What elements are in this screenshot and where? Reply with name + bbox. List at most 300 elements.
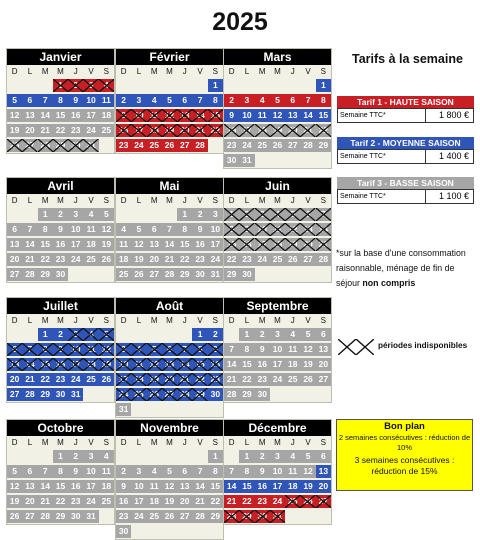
day-cell[interactable]: 20 (162, 373, 177, 386)
day-cell[interactable]: 17 (270, 358, 285, 371)
day-cell[interactable]: 1 (239, 328, 254, 341)
day-cell[interactable]: 3 (131, 94, 146, 107)
day-cell[interactable]: 8 (239, 465, 254, 478)
day-cell[interactable]: 10 (270, 343, 285, 356)
day-cell[interactable]: 15 (208, 480, 223, 493)
day-cell[interactable]: 18 (285, 480, 300, 493)
day-cell[interactable]: 21 (192, 495, 207, 508)
day-cell[interactable]: 14 (177, 358, 192, 371)
day-cell[interactable]: 4 (147, 94, 162, 107)
day-cell[interactable]: 30 (68, 139, 83, 152)
day-cell[interactable]: 3 (255, 208, 270, 221)
day-cell[interactable]: 9 (116, 109, 131, 122)
day-cell[interactable]: 21 (22, 373, 37, 386)
day-cell[interactable]: 7 (224, 465, 239, 478)
day-cell[interactable]: 26 (99, 253, 114, 266)
day-cell[interactable]: 21 (38, 124, 53, 137)
day-cell[interactable]: 21 (316, 238, 331, 251)
day-cell[interactable]: 11 (83, 343, 98, 356)
day-cell[interactable]: 25 (83, 373, 98, 386)
day-cell[interactable]: 31 (270, 510, 285, 523)
day-cell[interactable]: 25 (285, 373, 300, 386)
day-cell[interactable]: 13 (22, 109, 37, 122)
day-cell[interactable]: 22 (208, 495, 223, 508)
day-cell[interactable]: 12 (162, 109, 177, 122)
day-cell[interactable]: 27 (162, 388, 177, 401)
day-cell[interactable]: 7 (38, 465, 53, 478)
day-cell[interactable]: 23 (255, 373, 270, 386)
day-cell[interactable]: 22 (53, 124, 68, 137)
day-cell[interactable]: 12 (285, 223, 300, 236)
day-cell[interactable]: 11 (285, 343, 300, 356)
day-cell[interactable]: 22 (239, 373, 254, 386)
day-cell[interactable]: 29 (177, 268, 192, 281)
day-cell[interactable]: 12 (300, 465, 315, 478)
day-cell[interactable]: 14 (224, 358, 239, 371)
day-cell[interactable]: 10 (208, 223, 223, 236)
day-cell[interactable]: 16 (224, 124, 239, 137)
day-cell[interactable]: 25 (99, 495, 114, 508)
day-cell[interactable]: 19 (99, 358, 114, 371)
day-cell[interactable]: 18 (131, 373, 146, 386)
day-cell[interactable]: 27 (7, 388, 22, 401)
day-cell[interactable]: 11 (116, 238, 131, 251)
day-cell[interactable]: 14 (224, 480, 239, 493)
day-cell[interactable]: 11 (147, 109, 162, 122)
day-cell[interactable]: 6 (7, 343, 22, 356)
day-cell[interactable]: 5 (300, 450, 315, 463)
day-cell[interactable]: 10 (83, 94, 98, 107)
day-cell[interactable]: 13 (7, 358, 22, 371)
day-cell[interactable]: 28 (22, 268, 37, 281)
day-cell[interactable]: 23 (116, 139, 131, 152)
day-cell[interactable]: 22 (177, 253, 192, 266)
day-cell[interactable]: 17 (83, 109, 98, 122)
day-cell[interactable]: 26 (7, 139, 22, 152)
day-cell[interactable]: 15 (239, 480, 254, 493)
day-cell[interactable]: 1 (177, 208, 192, 221)
day-cell[interactable]: 13 (300, 223, 315, 236)
day-cell[interactable]: 3 (83, 450, 98, 463)
day-cell[interactable]: 13 (177, 480, 192, 493)
day-cell[interactable]: 10 (131, 109, 146, 122)
day-cell[interactable]: 9 (239, 223, 254, 236)
day-cell[interactable]: 8 (177, 223, 192, 236)
day-cell[interactable]: 3 (270, 328, 285, 341)
day-cell[interactable]: 16 (68, 480, 83, 493)
day-cell[interactable]: 20 (177, 495, 192, 508)
day-cell[interactable]: 27 (147, 268, 162, 281)
day-cell[interactable]: 17 (131, 495, 146, 508)
day-cell[interactable]: 17 (83, 480, 98, 493)
day-cell[interactable]: 12 (99, 223, 114, 236)
day-cell[interactable]: 11 (147, 480, 162, 493)
day-cell[interactable]: 27 (7, 268, 22, 281)
day-cell[interactable]: 14 (300, 109, 315, 122)
day-cell[interactable]: 25 (83, 253, 98, 266)
day-cell[interactable]: 13 (22, 480, 37, 493)
day-cell[interactable]: 26 (270, 139, 285, 152)
day-cell[interactable]: 2 (68, 450, 83, 463)
day-cell[interactable]: 16 (116, 124, 131, 137)
day-cell[interactable]: 6 (7, 223, 22, 236)
day-cell[interactable]: 28 (192, 510, 207, 523)
day-cell[interactable]: 23 (255, 495, 270, 508)
day-cell[interactable]: 17 (208, 238, 223, 251)
day-cell[interactable]: 21 (38, 495, 53, 508)
day-cell[interactable]: 18 (83, 238, 98, 251)
day-cell[interactable]: 9 (68, 94, 83, 107)
day-cell[interactable]: 4 (147, 465, 162, 478)
day-cell[interactable]: 24 (270, 373, 285, 386)
day-cell[interactable]: 12 (131, 238, 146, 251)
day-cell[interactable]: 28 (300, 139, 315, 152)
day-cell[interactable]: 23 (224, 139, 239, 152)
day-cell[interactable]: 2 (192, 208, 207, 221)
day-cell[interactable]: 21 (224, 373, 239, 386)
day-cell[interactable]: 29 (53, 139, 68, 152)
day-cell[interactable]: 18 (83, 358, 98, 371)
day-cell[interactable]: 23 (53, 373, 68, 386)
day-cell[interactable]: 20 (7, 253, 22, 266)
day-cell[interactable]: 24 (208, 253, 223, 266)
day-cell[interactable]: 4 (83, 208, 98, 221)
day-cell[interactable]: 2 (116, 94, 131, 107)
day-cell[interactable]: 7 (192, 465, 207, 478)
day-cell[interactable]: 24 (131, 510, 146, 523)
day-cell[interactable]: 24 (68, 253, 83, 266)
day-cell[interactable]: 10 (83, 465, 98, 478)
day-cell[interactable]: 27 (177, 139, 192, 152)
day-cell[interactable]: 30 (224, 154, 239, 167)
day-cell[interactable]: 1 (192, 328, 207, 341)
day-cell[interactable]: 31 (83, 510, 98, 523)
day-cell[interactable]: 2 (255, 328, 270, 341)
day-cell[interactable]: 31 (83, 139, 98, 152)
day-cell[interactable]: 9 (224, 109, 239, 122)
day-cell[interactable]: 21 (300, 124, 315, 137)
day-cell[interactable]: 27 (22, 510, 37, 523)
day-cell[interactable]: 28 (38, 139, 53, 152)
day-cell[interactable]: 25 (255, 139, 270, 152)
day-cell[interactable]: 6 (22, 465, 37, 478)
day-cell[interactable]: 25 (147, 510, 162, 523)
day-cell[interactable]: 22 (38, 373, 53, 386)
day-cell[interactable]: 5 (7, 465, 22, 478)
day-cell[interactable]: 24 (131, 139, 146, 152)
day-cell[interactable]: 18 (255, 124, 270, 137)
day-cell[interactable]: 28 (316, 253, 331, 266)
day-cell[interactable]: 13 (316, 465, 331, 478)
day-cell[interactable]: 17 (239, 124, 254, 137)
day-cell[interactable]: 6 (300, 208, 315, 221)
day-cell[interactable]: 23 (192, 253, 207, 266)
day-cell[interactable]: 11 (99, 465, 114, 478)
day-cell[interactable]: 21 (192, 124, 207, 137)
day-cell[interactable]: 11 (83, 223, 98, 236)
day-cell[interactable]: 11 (99, 94, 114, 107)
day-cell[interactable]: 9 (53, 343, 68, 356)
day-cell[interactable]: 19 (285, 238, 300, 251)
day-cell[interactable]: 20 (300, 238, 315, 251)
day-cell[interactable]: 15 (316, 109, 331, 122)
day-cell[interactable]: 5 (147, 343, 162, 356)
day-cell[interactable]: 15 (192, 358, 207, 371)
day-cell[interactable]: 17 (68, 238, 83, 251)
day-cell[interactable]: 4 (116, 223, 131, 236)
day-cell[interactable]: 5 (162, 465, 177, 478)
day-cell[interactable]: 6 (316, 328, 331, 341)
day-cell[interactable]: 16 (208, 358, 223, 371)
day-cell[interactable]: 8 (192, 343, 207, 356)
day-cell[interactable]: 22 (192, 373, 207, 386)
day-cell[interactable]: 9 (68, 465, 83, 478)
day-cell[interactable]: 8 (53, 94, 68, 107)
day-cell[interactable]: 22 (53, 495, 68, 508)
day-cell[interactable]: 12 (7, 109, 22, 122)
day-cell[interactable]: 19 (99, 238, 114, 251)
day-cell[interactable]: 12 (99, 343, 114, 356)
day-cell[interactable]: 3 (83, 79, 98, 92)
day-cell[interactable]: 28 (22, 388, 37, 401)
day-cell[interactable]: 3 (68, 328, 83, 341)
day-cell[interactable]: 29 (53, 510, 68, 523)
day-cell[interactable]: 11 (131, 358, 146, 371)
day-cell[interactable]: 16 (192, 238, 207, 251)
day-cell[interactable]: 14 (162, 238, 177, 251)
day-cell[interactable]: 30 (255, 388, 270, 401)
day-cell[interactable]: 11 (270, 223, 285, 236)
day-cell[interactable]: 4 (83, 328, 98, 341)
day-cell[interactable]: 30 (192, 268, 207, 281)
day-cell[interactable]: 20 (177, 124, 192, 137)
day-cell[interactable]: 8 (38, 223, 53, 236)
day-cell[interactable]: 25 (116, 268, 131, 281)
day-cell[interactable]: 23 (116, 510, 131, 523)
day-cell[interactable]: 1 (224, 208, 239, 221)
day-cell[interactable]: 24 (68, 373, 83, 386)
day-cell[interactable]: 13 (285, 109, 300, 122)
day-cell[interactable]: 4 (285, 328, 300, 341)
day-cell[interactable]: 15 (38, 238, 53, 251)
day-cell[interactable]: 5 (270, 94, 285, 107)
day-cell[interactable]: 20 (22, 495, 37, 508)
day-cell[interactable]: 3 (68, 208, 83, 221)
day-cell[interactable]: 12 (162, 480, 177, 493)
day-cell[interactable]: 1 (53, 450, 68, 463)
day-cell[interactable]: 12 (147, 358, 162, 371)
day-cell[interactable]: 3 (270, 450, 285, 463)
day-cell[interactable]: 6 (162, 343, 177, 356)
day-cell[interactable]: 8 (38, 343, 53, 356)
day-cell[interactable]: 24 (255, 253, 270, 266)
day-cell[interactable]: 29 (192, 388, 207, 401)
day-cell[interactable]: 5 (285, 208, 300, 221)
day-cell[interactable]: 6 (316, 450, 331, 463)
day-cell[interactable]: 10 (270, 465, 285, 478)
day-cell[interactable]: 23 (239, 253, 254, 266)
day-cell[interactable]: 8 (53, 465, 68, 478)
day-cell[interactable]: 10 (68, 223, 83, 236)
day-cell[interactable]: 13 (162, 358, 177, 371)
day-cell[interactable]: 30 (255, 510, 270, 523)
day-cell[interactable]: 9 (116, 480, 131, 493)
day-cell[interactable]: 29 (38, 388, 53, 401)
day-cell[interactable]: 19 (131, 253, 146, 266)
day-cell[interactable]: 14 (192, 480, 207, 493)
day-cell[interactable]: 18 (99, 480, 114, 493)
day-cell[interactable]: 7 (224, 343, 239, 356)
day-cell[interactable]: 16 (255, 480, 270, 493)
day-cell[interactable]: 3 (116, 343, 131, 356)
day-cell[interactable]: 24 (83, 495, 98, 508)
day-cell[interactable]: 18 (285, 358, 300, 371)
day-cell[interactable]: 27 (22, 139, 37, 152)
day-cell[interactable]: 28 (192, 139, 207, 152)
day-cell[interactable]: 25 (285, 495, 300, 508)
day-cell[interactable]: 14 (316, 223, 331, 236)
day-cell[interactable]: 30 (239, 268, 254, 281)
day-cell[interactable]: 31 (116, 403, 131, 416)
day-cell[interactable]: 1 (239, 450, 254, 463)
day-cell[interactable]: 19 (7, 124, 22, 137)
day-cell[interactable]: 22 (239, 495, 254, 508)
day-cell[interactable]: 2 (239, 208, 254, 221)
day-cell[interactable]: 6 (285, 94, 300, 107)
day-cell[interactable]: 14 (192, 109, 207, 122)
day-cell[interactable]: 6 (22, 94, 37, 107)
day-cell[interactable]: 25 (147, 139, 162, 152)
day-cell[interactable]: 28 (224, 510, 239, 523)
day-cell[interactable]: 23 (53, 253, 68, 266)
day-cell[interactable]: 4 (131, 343, 146, 356)
day-cell[interactable]: 20 (7, 373, 22, 386)
day-cell[interactable]: 9 (208, 343, 223, 356)
day-cell[interactable]: 22 (38, 253, 53, 266)
day-cell[interactable]: 18 (270, 238, 285, 251)
day-cell[interactable]: 10 (239, 109, 254, 122)
day-cell[interactable]: 28 (224, 388, 239, 401)
day-cell[interactable]: 6 (177, 465, 192, 478)
day-cell[interactable]: 3 (131, 465, 146, 478)
day-cell[interactable]: 29 (239, 510, 254, 523)
day-cell[interactable]: 18 (99, 109, 114, 122)
day-cell[interactable]: 7 (300, 94, 315, 107)
day-cell[interactable]: 2 (53, 328, 68, 341)
day-cell[interactable]: 26 (99, 373, 114, 386)
day-cell[interactable]: 31 (239, 154, 254, 167)
day-cell[interactable]: 11 (285, 465, 300, 478)
day-cell[interactable]: 26 (300, 373, 315, 386)
day-cell[interactable]: 7 (162, 223, 177, 236)
day-cell[interactable]: 13 (7, 238, 22, 251)
day-cell[interactable]: 19 (162, 124, 177, 137)
day-cell[interactable]: 9 (192, 223, 207, 236)
day-cell[interactable]: 14 (38, 480, 53, 493)
day-cell[interactable]: 26 (147, 388, 162, 401)
day-cell[interactable]: 5 (7, 94, 22, 107)
day-cell[interactable]: 14 (22, 238, 37, 251)
day-cell[interactable]: 16 (53, 238, 68, 251)
day-cell[interactable]: 9 (255, 465, 270, 478)
day-cell[interactable]: 30 (116, 525, 131, 538)
day-cell[interactable]: 25 (270, 253, 285, 266)
day-cell[interactable]: 5 (99, 328, 114, 341)
day-cell[interactable]: 17 (255, 238, 270, 251)
day-cell[interactable]: 8 (224, 223, 239, 236)
day-cell[interactable]: 16 (53, 358, 68, 371)
day-cell[interactable]: 30 (53, 388, 68, 401)
day-cell[interactable]: 1 (316, 79, 331, 92)
day-cell[interactable]: 17 (68, 358, 83, 371)
day-cell[interactable]: 18 (116, 253, 131, 266)
day-cell[interactable]: 12 (7, 480, 22, 493)
day-cell[interactable]: 24 (83, 124, 98, 137)
day-cell[interactable]: 28 (162, 268, 177, 281)
day-cell[interactable]: 11 (255, 109, 270, 122)
day-cell[interactable]: 29 (208, 510, 223, 523)
day-cell[interactable]: 20 (147, 253, 162, 266)
day-cell[interactable]: 24 (270, 495, 285, 508)
day-cell[interactable]: 15 (38, 358, 53, 371)
day-cell[interactable]: 4 (285, 450, 300, 463)
day-cell[interactable]: 16 (239, 238, 254, 251)
day-cell[interactable]: 19 (7, 495, 22, 508)
day-cell[interactable]: 7 (192, 94, 207, 107)
day-cell[interactable]: 3 (239, 94, 254, 107)
day-cell[interactable]: 16 (255, 358, 270, 371)
day-cell[interactable]: 1 (38, 328, 53, 341)
day-cell[interactable]: 14 (22, 358, 37, 371)
day-cell[interactable]: 16 (116, 495, 131, 508)
day-cell[interactable]: 17 (131, 124, 146, 137)
day-cell[interactable]: 1 (208, 79, 223, 92)
day-cell[interactable]: 28 (38, 510, 53, 523)
day-cell[interactable]: 10 (255, 223, 270, 236)
day-cell[interactable]: 26 (7, 510, 22, 523)
day-cell[interactable]: 20 (316, 480, 331, 493)
day-cell[interactable]: 26 (162, 510, 177, 523)
day-cell[interactable]: 26 (300, 495, 315, 508)
day-cell[interactable]: 8 (208, 94, 223, 107)
day-cell[interactable]: 13 (316, 343, 331, 356)
day-cell[interactable]: 19 (300, 480, 315, 493)
day-cell[interactable]: 20 (22, 124, 37, 137)
day-cell[interactable]: 30 (68, 510, 83, 523)
day-cell[interactable]: 6 (177, 94, 192, 107)
day-cell[interactable]: 29 (38, 268, 53, 281)
day-cell[interactable]: 27 (285, 139, 300, 152)
day-cell[interactable]: 15 (53, 480, 68, 493)
day-cell[interactable]: 7 (22, 223, 37, 236)
day-cell[interactable]: 14 (38, 109, 53, 122)
day-cell[interactable]: 23 (208, 373, 223, 386)
day-cell[interactable]: 27 (300, 253, 315, 266)
day-cell[interactable]: 25 (131, 388, 146, 401)
day-cell[interactable]: 26 (131, 268, 146, 281)
day-cell[interactable]: 2 (255, 450, 270, 463)
day-cell[interactable]: 17 (116, 373, 131, 386)
day-cell[interactable]: 25 (99, 124, 114, 137)
day-cell[interactable]: 4 (255, 94, 270, 107)
day-cell[interactable]: 5 (300, 328, 315, 341)
day-cell[interactable]: 2 (68, 79, 83, 92)
day-cell[interactable]: 2 (208, 328, 223, 341)
day-cell[interactable]: 7 (177, 343, 192, 356)
day-cell[interactable]: 5 (162, 94, 177, 107)
day-cell[interactable]: 29 (239, 388, 254, 401)
day-cell[interactable]: 21 (224, 495, 239, 508)
